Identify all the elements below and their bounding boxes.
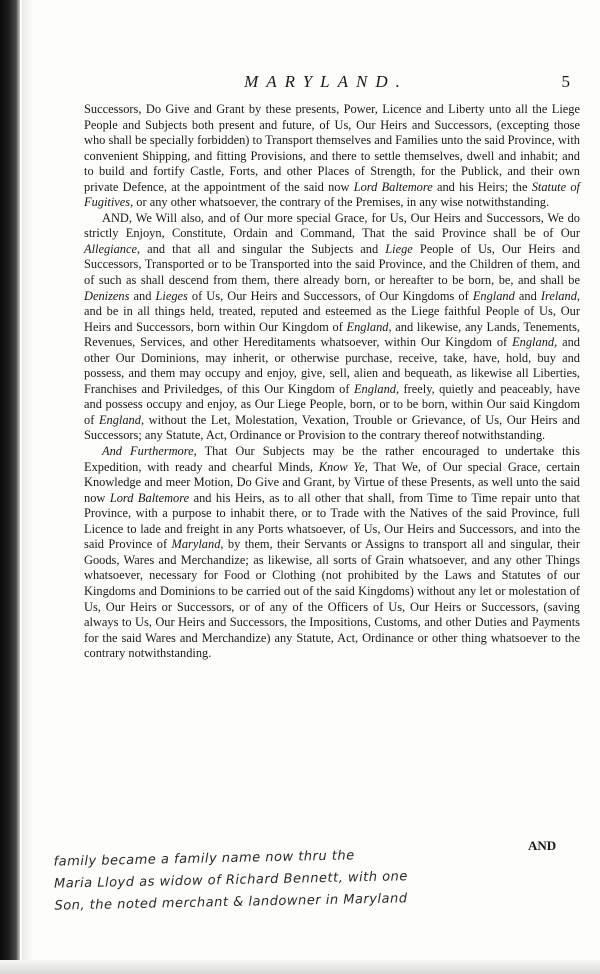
text-run: , and likewise, any Lands, Tenements, Revenues, Services, and other Hereditaments whatsoever, within Our Kingdom of xyxy=(84,319,580,350)
italic-run: England xyxy=(353,381,396,396)
italic-run: And Furthermore xyxy=(102,444,194,459)
text-run: , and that all and singular the Subjects and xyxy=(136,241,386,256)
paragraph xyxy=(84,211,580,444)
page-header xyxy=(86,72,574,98)
page-number: 5 xyxy=(561,72,570,91)
italic-run: Ireland xyxy=(540,288,577,303)
paragraph xyxy=(84,444,580,662)
italic-run: England xyxy=(346,319,389,334)
page-bottom-edge xyxy=(0,960,600,974)
italic-run: Maryland xyxy=(171,537,221,552)
text-run: , and be in all things held, treated, reputed and esteemed as the Liege faithful People of Us, Our Heirs and Successors, born within Our Kingdom of xyxy=(84,288,581,334)
italic-run: Denizens xyxy=(84,288,130,303)
italic-run: England xyxy=(472,288,515,303)
italic-run: Allegiance xyxy=(84,241,137,256)
italic-run: Lieges xyxy=(155,288,188,303)
text-run: AND, We Will also, and of Our more special Grace, for Us, Our Heirs and Successors, We do strictly Enjoyn, Constitute, Ordain and Command, That the said Province shall be of Our xyxy=(84,210,580,241)
text-run: and his Heirs; the xyxy=(432,179,532,194)
handwritten-line-1: family became a family name now thru the xyxy=(53,848,355,870)
italic-run: Lord Baltemore xyxy=(109,490,190,505)
page-leaf-edge xyxy=(22,0,32,974)
italic-run: Statute of Fugitives xyxy=(84,179,580,210)
italic-run: Lord Baltemore xyxy=(353,179,433,194)
text-run: , That We, of Our special Grace, certain Knowledge and meer Motion, Do Give and Grant, by Virtue of these Presents, as well unto the said now xyxy=(84,459,580,505)
text-run: Successors, Do Give and Grant by these presents, Power, Licence and Liberty unto all the Liege People and Subjects both present and future, of Us, Our Heirs and Successors, (excepting those who shall be specially forbidden) to Transport themselves and Families unto the said Province, with convenient Shipping, and fitting Provisions, and there to settle themselves, dwell and inhabit; and to build and fortify Castle, Forts, and other Places of Strength, for the Publick, and their own private Defence, at the appointment of the said now xyxy=(84,102,580,194)
text-run: and xyxy=(129,288,156,303)
document-body xyxy=(84,102,580,662)
text-run: and his Heirs, as to all other that shall, from Time to Time repair unto that Province, with a purpose to inhabit there, or to Trade with the Natives of the said Province, full Licence to lade and freight in any Ports whatsoever, of Us, Our Heirs and Successors, and into the said Province of xyxy=(84,490,580,552)
text-run: , and other Our Dominions, may inherit, or otherwise purchase, receive, take, have, hold, buy and possess, and them may occupy and enjoy, give, sell, alien and bequeath, as likewise all Liberties, Franchises and Priviledges, of this Our Kingdom of xyxy=(84,335,580,396)
italic-run: England xyxy=(98,412,141,427)
paragraph xyxy=(84,102,580,211)
book-gutter-shadow xyxy=(0,0,20,974)
text-run: , by them, their Servants or Assigns to transport all and singular, their Goods, Wares and Merchandize; as likewise, all sorts of Grain whatsoever, and any other Things whatsoever, necessary for Food or Clothing (not prohibited by the Laws and Statutes of our Kingdoms and Dominions to be carried out of the said Kingdoms) without any let or molestation of Us, Our Heirs or Successors, or of any of the Officers of Us, Our Heirs or Successors, (saving always to Us, Our Heirs and Successors, the Impositions, Customs, and other Duties and Payments for the said Wares and Merchandize) any Statute, Act, Ordinance or other thing whatsoever to the contrary notwithstanding. xyxy=(84,537,580,661)
text-run: , or any other whatsoever, the contrary of the Premises, in any wise notwithstanding. xyxy=(130,195,550,210)
text-run: , That Our Subjects may be the rather encouraged to undertake this Expedition, with ready and chearful Minds, xyxy=(84,444,580,474)
text-run: of Us, Our Heirs and Successors, of Our Kingdoms of xyxy=(187,288,473,303)
text-run: , without the Let, Molestation, Vexation, Trouble or Grievance, of Us, Our Heirs and Successors; any Statute, Act, Ordinance or Provision to the contrary thereof notwithstanding. xyxy=(84,412,581,443)
text-run: and xyxy=(514,288,541,303)
running-head: MARYLAND. xyxy=(244,72,408,91)
handwritten-annotation xyxy=(53,840,594,917)
text-run: , freely, quietly and peaceably, have and possess occupy and enjoy, as Our Liege People, born, or to be born, within Our said Kingdom of xyxy=(84,381,581,427)
italic-run: England xyxy=(512,335,555,350)
text-run: People of Us, Our Heirs and Successors, Transported or to be Transported into the said Province, and the Children of them, and of such as shall descend from them, there already born, or hereafter to be born, be, and shall be xyxy=(84,241,581,288)
italic-run: Liege xyxy=(385,241,413,256)
handwritten-line-2: Maria Lloyd as widow of Richard Bennett, with one xyxy=(53,869,408,892)
italic-run: Know Ye xyxy=(318,459,365,474)
handwritten-line-3: Son, the noted merchant & landowner in Maryland xyxy=(54,891,408,914)
catchword: AND xyxy=(528,838,557,853)
